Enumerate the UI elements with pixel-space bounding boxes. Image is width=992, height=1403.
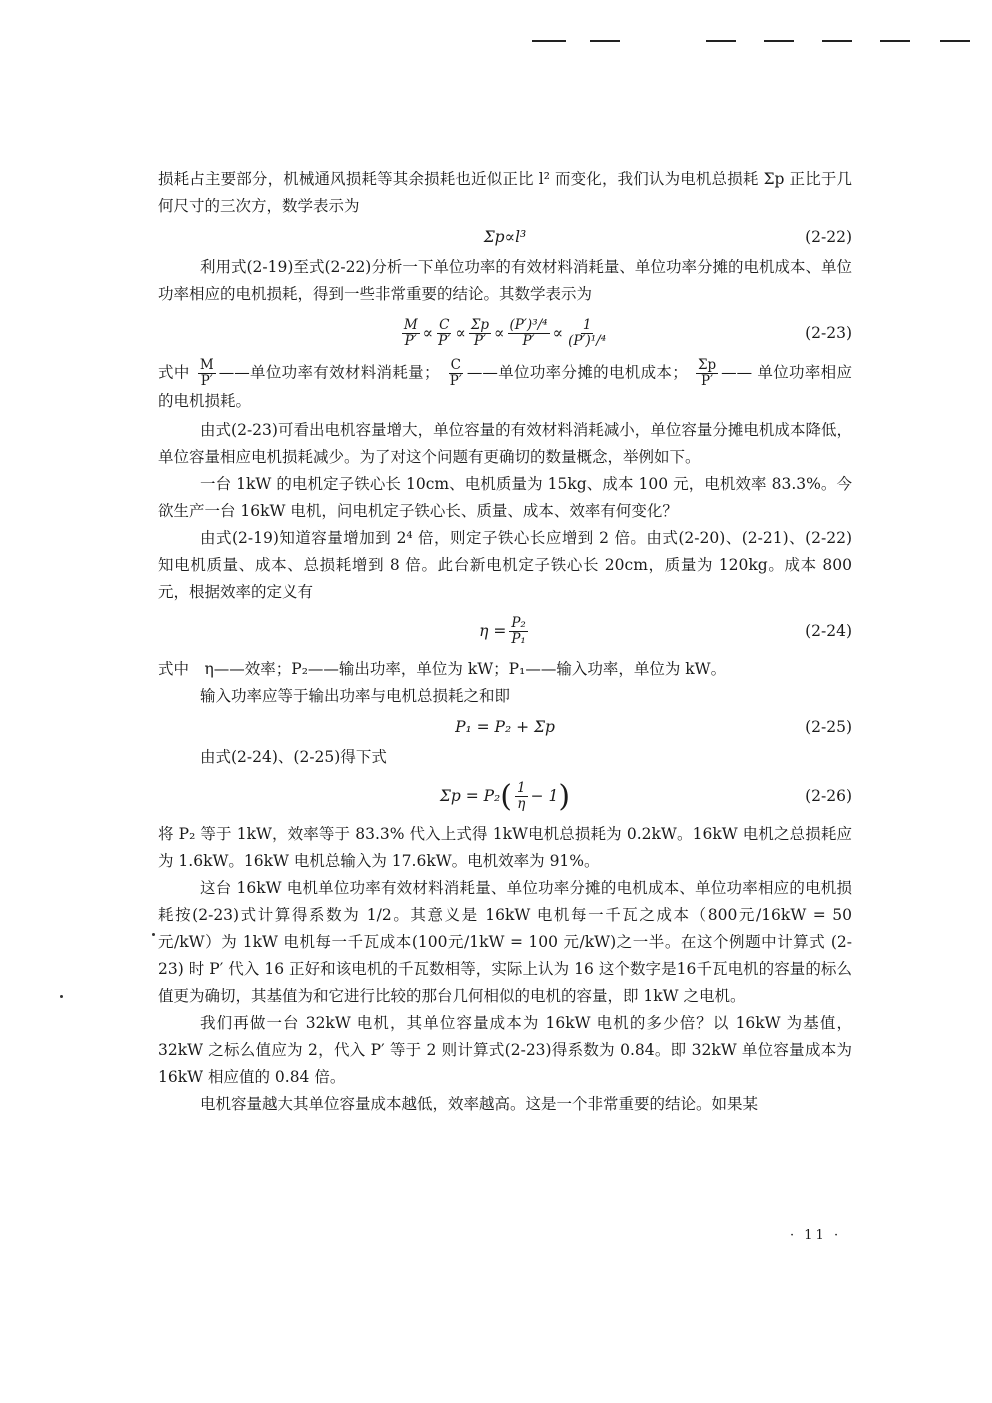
- paragraph: 电机容量越大其单位容量成本越低，效率越高。这是一个非常重要的结论。如果某: [200, 1095, 759, 1113]
- paragraph: 由式(2-24)、(2-25)得下式: [200, 748, 387, 766]
- paragraph: 损耗占主要部分，机械通风损耗等其余损耗也近似正比 l² 而变化，我们认为电机总损耗 Σp 正比于几何尺寸的三次方，数学表示为: [158, 170, 852, 215]
- fraction: $\frac{M}{P'}$: [199, 357, 214, 389]
- equation-2-24: η = $\frac{\text{P₂}}{\text{P₁}}$ (2-24): [479, 614, 852, 647]
- header-rule-5: [822, 40, 852, 42]
- body-text: [158, 166, 852, 1118]
- equation-2-25: P₁ = P₂ + Σp (2-25): [158, 710, 852, 744]
- fraction: $\frac{1}{\text{(P′)¹/⁴}}$: [568, 316, 607, 349]
- page-number: · 11 ·: [790, 1228, 842, 1243]
- fraction: $\frac{C}{P'}$: [438, 316, 451, 349]
- symbol-definitions: 式中 η——效率；P₂——输出功率，单位为 kW；P₁——输入功率，单位为 kW。: [158, 660, 727, 678]
- paragraph: 一台 1kW 的电机定子铁心长 10cm、电机质量为 15kg、成本 100 元，电机效率 83.3%。今欲生产一台 16kW 电机，问电机定子铁心长、质量、成本、效率有何变化？: [158, 475, 852, 520]
- fraction: $\frac{C}{P'}$: [449, 357, 462, 389]
- header-rule-6: [880, 40, 910, 42]
- header-rule-4: [764, 40, 794, 42]
- fraction: $\frac{\text{P₂}}{\text{P₁}}$: [511, 614, 526, 647]
- equation-number: (2-22): [805, 227, 852, 246]
- header-rule-1: [532, 40, 566, 42]
- paragraph: 利用式(2-19)至式(2-22)分析一下单位功率的有效材料消耗量、单位功率分摊的电机成本、单位功率相应的电机损耗，得到一些非常重要的结论。其数学表示为: [158, 258, 852, 303]
- equation-number: (2-23): [805, 323, 852, 342]
- fraction: $\frac{1}{\eta}$: [517, 779, 526, 812]
- equation-2-26: Σp = P₂ ( $\frac{1}{\eta}$ − 1 ) (2-26): [439, 778, 852, 814]
- fraction: $\frac{\Sigma p}{P'}$: [697, 357, 717, 389]
- header-rule-3: [706, 40, 736, 42]
- equation-2-22: [158, 220, 852, 254]
- paragraph: 我们再做一台 32kW 电机，其单位容量成本为 16kW 电机的多少倍？以 16kW 为基值，32kW 之标么值应为 2，代入 P′ 等于 2 则计算式(2-23)得系数为 0.84。即 32kW 单位容量成本为 16kW 相应值的 0.84 倍。: [158, 1014, 852, 1086]
- equation-number: (2-25): [805, 717, 852, 736]
- fraction: $\frac{\Sigma p}{P'}$: [470, 316, 490, 349]
- paragraph: 这台 16kW 电机单位功率有效材料消耗量、单位功率分摊的电机成本、单位功率相应的电机损耗按(2-23)式计算得系数为 1/2。其意义是 16kW 电机每一千瓦之成本（800元/16kW = 50元/kW）为 1kW 电机每一千瓦成本(100元/1kW = 100 元/kW)之一半。在这个例题中计算式 (2-23) 时 P′ 代入 16 正好和该电机的千瓦数相等，实际上认为 16 这个数字是16千瓦电机的容量的标么值更为确切，其基值为和它进行比较的那台几何相似的电机的容量，即 1kW 之电机。: [158, 879, 852, 1005]
- equation-expression: Σp∝l³: [483, 227, 527, 246]
- equation-number: (2-24): [805, 621, 852, 640]
- equation-number: (2-26): [805, 786, 852, 805]
- paragraph: 将 P₂ 等于 1kW，效率等于 83.3% 代入上式得 1kW电机总损耗为 0.2kW。16kW 电机之总损耗应为 1.6kW。16kW 电机总输入为 17.6kW。电机效率为 91%。: [158, 825, 852, 870]
- fraction: $\frac{M}{P'}$: [403, 316, 418, 349]
- fraction: $\frac{\text{(P′)³/⁴}}{P'}$: [509, 316, 548, 349]
- symbol-definitions: 式中 $\frac{M}{P'}$ ——单位功率有效材料消耗量； $\frac{C}{P'}$ ——单位功率分摊的电机成本； $\frac{\Sigma p}{P'}$ —— 单位功率相应的电机损耗。: [158, 357, 852, 410]
- scan-speck: [152, 933, 155, 936]
- paragraph: 由式(2-19)知道容量增加到 2⁴ 倍，则定子铁心长应增到 2 倍。由式(2-20)、(2-21)、(2-22) 知电机质量、成本、总损耗增到 8 倍。此台新电机定子铁心长 20cm，质量为 120kg。成本 800 元，根据效率的定义有: [158, 529, 852, 601]
- paragraph: 输入功率应等于输出功率与电机总损耗之和即: [200, 687, 511, 705]
- equation-2-23: $\frac{M}{P'}$ ∝ $\frac{C}{P'}$ ∝ $\frac{\Sigma p}{P'}$ ∝ $\frac{\text{(P′)³/⁴}}{P'}$ ∝ $\frac{1}{\text{(P′)¹/⁴}}$ (2-23): [403, 316, 852, 349]
- paragraph: 由式(2-23)可看出电机容量增大，单位容量的有效材料消耗减小，单位容量分摊电机成本降低，单位容量相应电机损耗减少。为了对这个问题有更确切的数量概念，举例如下。: [158, 421, 852, 466]
- header-rule-2: [590, 40, 620, 42]
- scan-speck: [60, 995, 63, 998]
- header-rule-7: [940, 40, 970, 42]
